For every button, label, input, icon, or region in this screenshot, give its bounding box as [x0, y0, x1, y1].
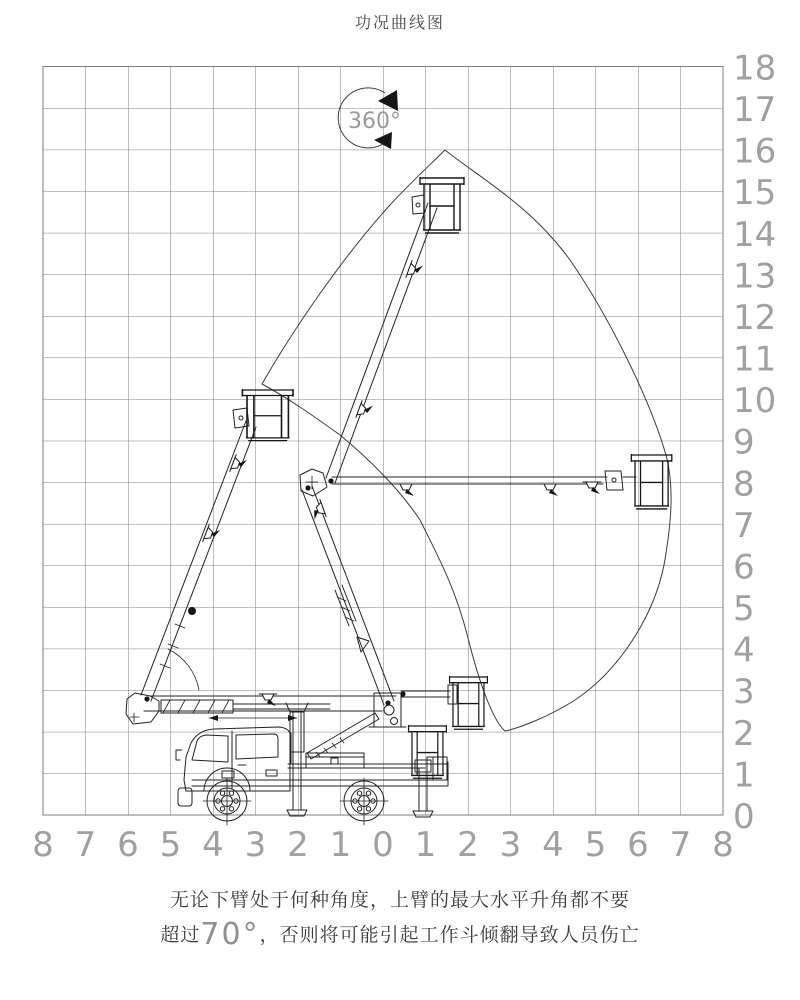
y-tick-label: 7 — [733, 505, 755, 546]
y-tick-label: 10 — [733, 381, 777, 422]
y-tick-label: 16 — [733, 131, 777, 172]
y-tick-label: 2 — [733, 713, 755, 754]
warning-text — [0, 884, 800, 953]
y-tick-label: 4 — [733, 630, 755, 671]
x-axis-labels — [32, 825, 734, 865]
x-tick-label: 4 — [202, 825, 224, 865]
x-tick-label: 3 — [244, 825, 267, 865]
x-tick-label: 6 — [117, 825, 139, 865]
y-tick-label: 17 — [733, 90, 777, 131]
warning-line1: 无论下臂处于何种角度，上臂的最大水平升角都不要 — [169, 890, 630, 911]
x-tick-label: 8 — [712, 825, 734, 865]
x-tick-label: 6 — [627, 825, 649, 865]
x-tick-label: 0 — [372, 825, 394, 865]
y-tick-label: 13 — [733, 256, 777, 297]
y-tick-label: 18 — [733, 48, 777, 89]
y-tick-label: 5 — [733, 589, 755, 630]
y-tick-label: 15 — [733, 173, 777, 214]
x-tick-label: 2 — [457, 825, 479, 865]
x-tick-label: 2 — [287, 825, 309, 865]
x-tick-label: 5 — [584, 825, 607, 865]
y-tick-label: 0 — [733, 796, 755, 837]
x-tick-label: 7 — [74, 825, 97, 865]
y-tick-label: 12 — [733, 297, 777, 338]
y-tick-label: 3 — [733, 672, 755, 713]
warning-line2: 超过70°，否则将可能引起工作斗倾翻导致人员伤亡 — [160, 917, 640, 952]
y-tick-label: 9 — [733, 422, 755, 463]
x-tick-label: 5 — [159, 825, 182, 865]
x-tick-label: 8 — [32, 825, 54, 865]
y-tick-label: 11 — [733, 339, 777, 380]
x-tick-label: 1 — [329, 825, 352, 865]
x-tick-label: 3 — [499, 825, 522, 865]
x-tick-label: 7 — [669, 825, 692, 865]
x-tick-label: 4 — [542, 825, 564, 865]
page-title: 功况曲线图 — [354, 15, 445, 32]
y-tick-label: 8 — [733, 464, 755, 505]
y-tick-label: 1 — [733, 755, 755, 796]
y-tick-label: 14 — [733, 214, 777, 255]
y-axis-labels — [733, 49, 776, 837]
max-angle-value: 70° — [200, 917, 260, 952]
x-tick-label: 1 — [414, 825, 437, 865]
y-tick-label: 6 — [733, 547, 755, 588]
rotation-angle-label: 360° — [348, 109, 401, 134]
